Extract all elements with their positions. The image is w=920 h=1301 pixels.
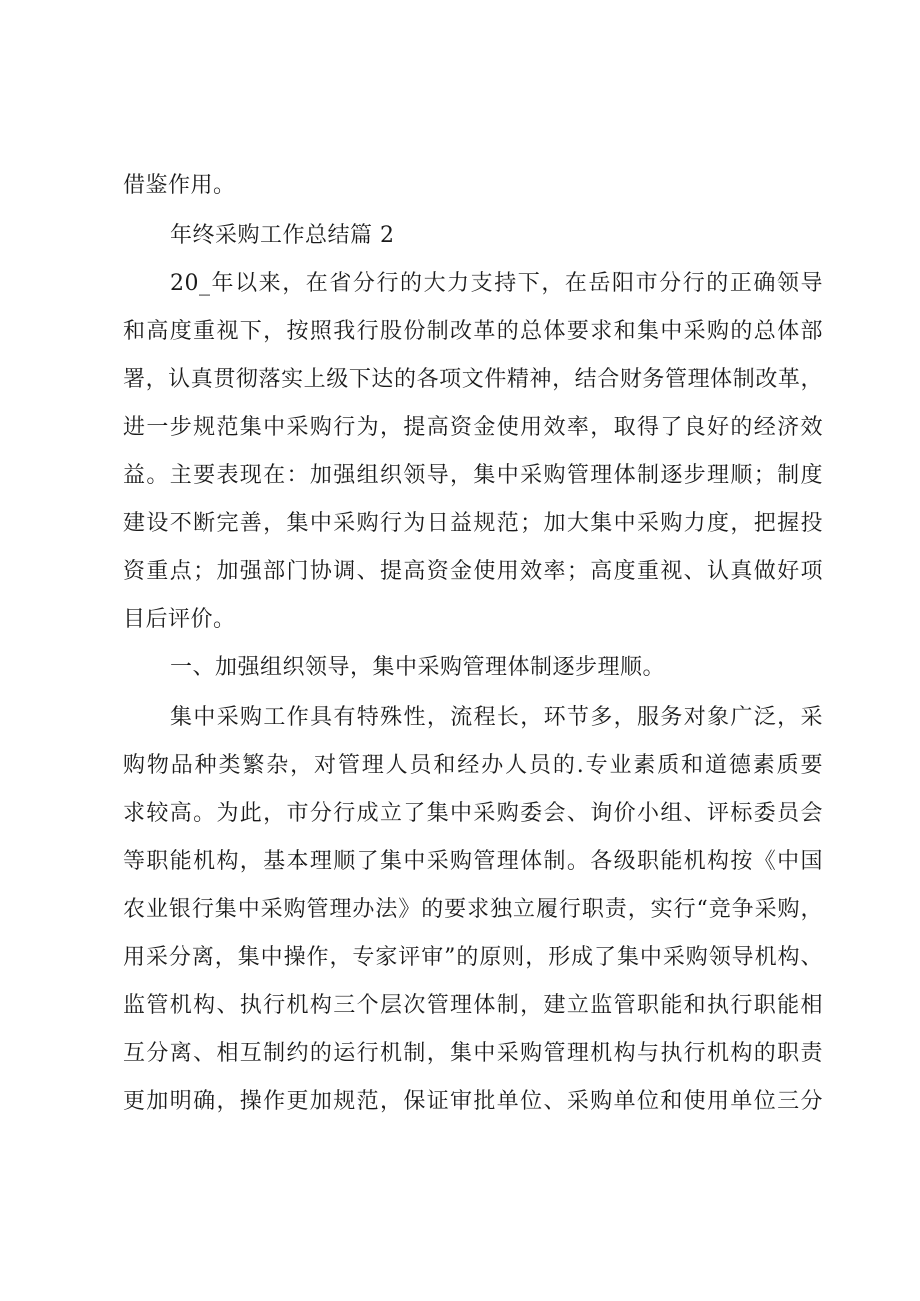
paragraph-line: 监管机构、执行机构三个层次管理体制，建立监管职能和执行职能相 — [123, 993, 823, 1018]
paragraph-line: 集中采购工作具有特殊性，流程长，环节多，服务对象广泛，采 — [170, 705, 823, 730]
paragraph-line: 20_年以来，在省分行的大力支持下，在岳阳市分行的正确领导 — [170, 271, 823, 296]
paragraph-line: 互分离、相互制约的运行机制，集中采购管理机构与执行机构的职责 — [123, 1041, 823, 1066]
paragraph-line: 等职能机构，基本理顺了集中采购管理体制。各级职能机构按《中国 — [123, 849, 823, 874]
paragraph-line: 更加明确，操作更加规范，保证审批单位、采购单位和使用单位三分 — [123, 1089, 823, 1114]
paragraph-line: 目后评价。 — [123, 607, 236, 632]
paragraph-line: 购物品种类繁杂，对管理人员和经办人员的.专业素质和道德素质要 — [123, 753, 823, 778]
paragraph-line: 用采分离，集中操作，专家评审”的原则，形成了集中采购领导机构、 — [123, 945, 823, 970]
paragraph-line: 建设不断完善，集中采购行为日益规范；加大集中采购力度，把握投 — [123, 511, 823, 536]
paragraph-line: 进一步规范集中采购行为，提高资金使用效率，取得了良好的经济效 — [123, 415, 823, 440]
section-title: 年终采购工作总结篇 2 — [170, 223, 395, 248]
paragraph-line: 资重点；加强部门协调、提高资金使用效率；高度重视、认真做好项 — [123, 559, 823, 584]
paragraph-line: 求较高。为此，市分行成立了集中采购委会、询价小组、评标委员会 — [123, 801, 823, 826]
paragraph-line: 益。主要表现在：加强组织领导，集中采购管理体制逐步理顺；制度 — [123, 463, 823, 488]
subheading: 一、加强组织领导，集中采购管理体制逐步理顺。 — [170, 655, 666, 680]
paragraph-line: 和高度重视下，按照我行股份制改革的总体要求和集中采购的总体部 — [123, 319, 823, 344]
paragraph-line: 农业银行集中采购管理办法》的要求独立履行职责，实行“竞争采购， — [123, 897, 823, 922]
paragraph-line: 署，认真贯彻落实上级下达的各项文件精神，结合财务管理体制改革， — [123, 367, 823, 392]
intro-tail-line: 借鉴作用。 — [123, 173, 236, 198]
